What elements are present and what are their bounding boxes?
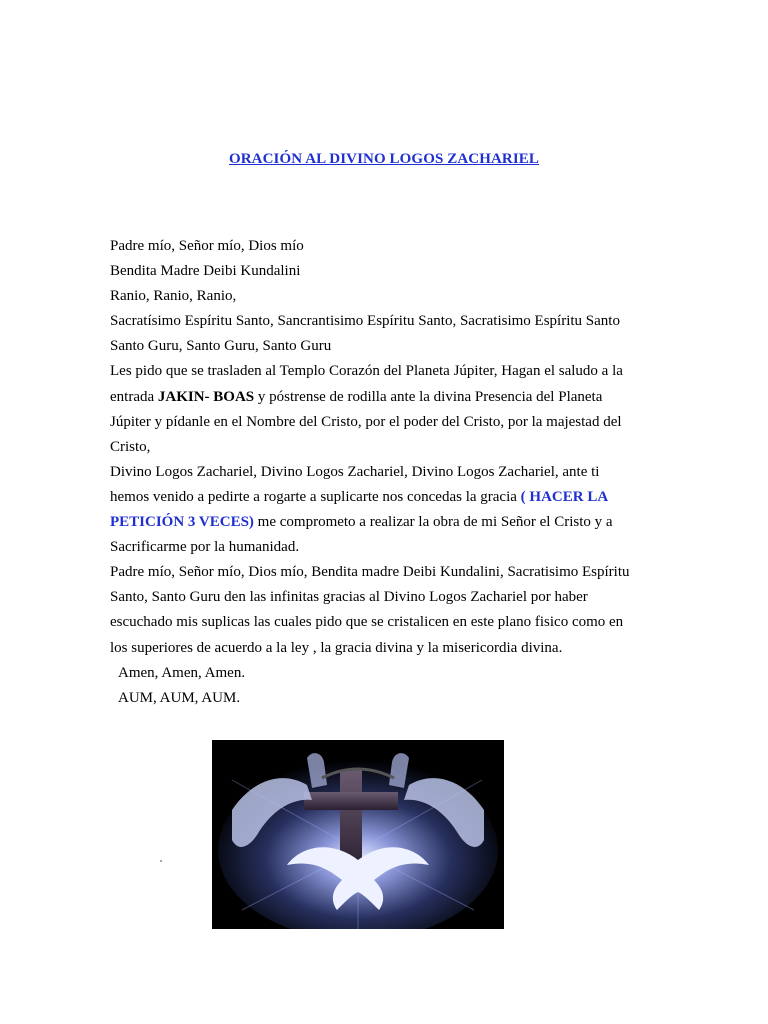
prayer-line: Padre mío, Señor mío, Dios mío — [110, 238, 304, 254]
text-run: me comprometo a realizar la obra de mi Señor el Cristo y a — [253, 514, 613, 531]
closing-line: AUM, AUM, AUM. — [118, 689, 241, 706]
text-run: hemos venido a pedirte a rogarte a suplicarte nos concedas la gracia — [110, 488, 521, 505]
text-run: y póstrense de rodilla ante la divina Presencia del Planeta — [254, 388, 603, 405]
text-run: entrada — [110, 388, 158, 405]
prayer-body — [110, 234, 650, 711]
prayer-line: Ranio, Ranio, Ranio, — [110, 288, 237, 305]
hands-cross-dove-image — [212, 740, 504, 929]
prayer-line — [110, 485, 650, 510]
prayer-line: Les pido que se trasladen al Templo Corazón del Planeta Júpiter, Hagan el saludo a la — [110, 363, 623, 380]
prayer-line: Sacrificarme por la humanidad. — [110, 539, 300, 556]
prayer-line: Júpiter y pídanle en el Nombre del Cristo, por el poder del Cristo, por la majestad del — [110, 413, 622, 430]
stray-dot — [160, 860, 162, 862]
highlight-instruction: PETICIÓN 3 VECES) — [110, 514, 254, 531]
highlight-instruction: ( HACER LA — [520, 488, 609, 505]
bold-text-jakin-boas: JAKIN- BOAS — [157, 388, 255, 405]
prayer-line: Cristo, — [110, 438, 151, 455]
prayer-line: Santo, Santo Guru den las infinitas gracias al Divino Logos Zachariel por haber — [110, 589, 588, 606]
prayer-line: Divino Logos Zachariel, Divino Logos Zachariel, Divino Logos Zachariel, ante ti — [110, 463, 600, 480]
prayer-line — [110, 385, 650, 410]
prayer-line — [110, 510, 650, 535]
prayer-line: los superiores de acuerdo a la ley , la gracia divina y la misericordia divina. — [110, 639, 563, 656]
closing-line: Amen, Amen, Amen. — [118, 664, 246, 681]
prayer-line: Sacratísimo Espíritu Santo, Sancrantisimo Espíritu Santo, Sacratisimo Espíritu Santo — [110, 313, 620, 330]
prayer-line: Santo Guru, Santo Guru, Santo Guru — [110, 338, 332, 355]
prayer-line: Padre mío, Señor mío, Dios mío, Bendita madre Deibi Kundalini, Sacratisimo Espíritu — [110, 564, 630, 581]
prayer-line: escuchado mis suplicas las cuales pido que se cristalicen en este plano fisico como en — [110, 614, 624, 631]
document-title: ORACIÓN AL DIVINO LOGOS ZACHARIEL — [228, 151, 540, 167]
prayer-line: Bendita Madre Deibi Kundalini — [110, 263, 301, 280]
